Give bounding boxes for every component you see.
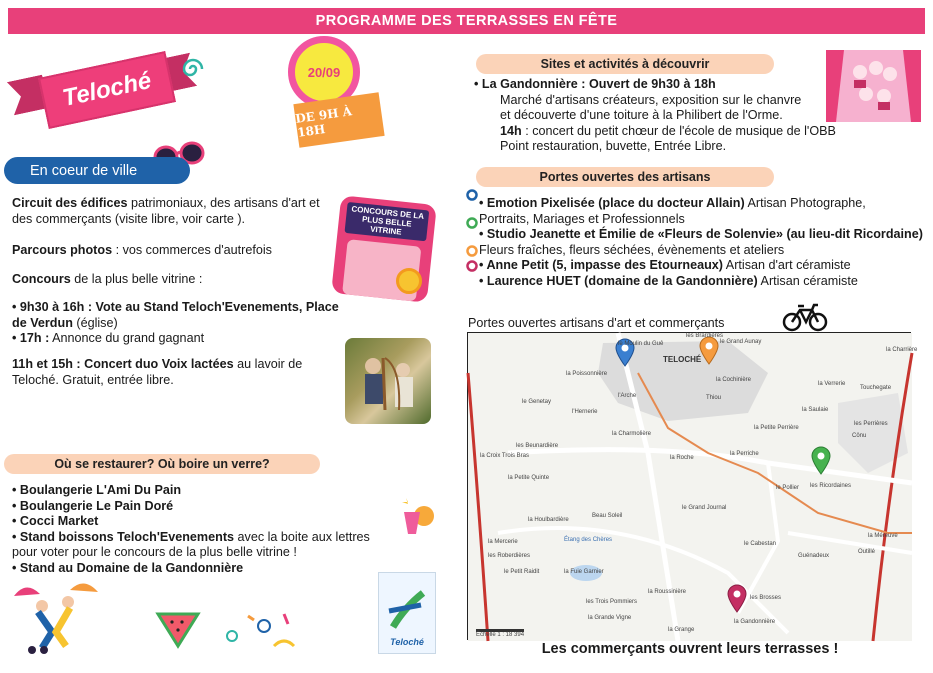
- artisan-name: • Emotion Pixelisée (place du docteur Allain): [479, 196, 745, 210]
- paragraph-photos: [12, 243, 342, 259]
- contest-badge: [331, 195, 437, 302]
- map-label: les Roberdières: [488, 553, 531, 559]
- map-label: la Verrerie: [818, 381, 846, 387]
- map-label-teloche: TELOCHÉ: [663, 355, 702, 364]
- eat-item: [12, 499, 372, 515]
- heading-restaurer: [4, 454, 320, 474]
- map-label: le Cabestan: [744, 541, 777, 547]
- paragraph-concert: [12, 357, 337, 388]
- map-label: la Poissonnière: [566, 371, 608, 377]
- heading-artisans: [476, 167, 774, 187]
- concours-text: de la plus belle vitrine :: [70, 272, 203, 286]
- map-label: les Brardières: [686, 333, 724, 339]
- sites-line: et découverte d'une toiture à la Philibert de l'Orme.: [500, 108, 783, 123]
- map-label: la Méreuve: [868, 533, 898, 539]
- artisan-desc: Artisan céramiste: [757, 273, 858, 288]
- artisan-name: • Anne Petit (5, impasse des Etourneaux): [479, 258, 723, 273]
- choir-illustration: [826, 50, 921, 122]
- watermelon-icon: [156, 608, 200, 648]
- map-label: le Grand Journal: [682, 505, 727, 511]
- eat-list: [12, 483, 372, 577]
- map-label: l'Hernerie: [572, 409, 598, 415]
- date-text: 20/09: [307, 64, 341, 80]
- paragraph-winner: [12, 331, 342, 347]
- area-map[interactable]: [467, 332, 918, 640]
- map-label: le Grand Aunay: [720, 339, 762, 345]
- paragraph-vote: [12, 300, 342, 331]
- paragraph-circuit: [12, 196, 342, 227]
- town-ribbon: [8, 48, 208, 138]
- map-label: la Petite Perrière: [754, 425, 799, 431]
- map-label: Outillé: [858, 549, 876, 555]
- map-label: Étang des Chères: [564, 537, 613, 543]
- map-label: la Charmolière: [612, 431, 652, 437]
- map-label: la Croix Trois Bras: [480, 453, 530, 459]
- artisan-desc: Artisan d'art céramiste: [723, 258, 851, 273]
- green-pin-icon: [468, 219, 477, 228]
- restaurer-text: Où se restaurer? Où boire un verre?: [54, 457, 270, 471]
- artisans-heading-text: Portes ouvertes des artisans: [539, 170, 711, 184]
- map-label: la Grange: [668, 627, 695, 633]
- artisan-name: • Laurence HUET (domaine de la Gandonnière): [479, 273, 758, 288]
- heading-text: En coeur de ville: [30, 162, 138, 179]
- sites-line: Point restauration, buvette, Entrée Libre.: [500, 139, 727, 154]
- swirl-icon: [180, 56, 206, 82]
- vote-bold: • 9h30 à 16h : Vote au Stand Teloch'Evenements, Place de Verdun: [12, 300, 339, 330]
- map-label: Guénadeux: [798, 553, 830, 559]
- sites-line: : concert du petit chœur de l'école de musique de l'OBB: [521, 123, 836, 138]
- eat-item-text: • Boulangerie Le Pain Doré: [12, 498, 174, 513]
- artisans-block: [479, 196, 925, 290]
- circuit-bold: Circuit des édifices: [12, 196, 128, 210]
- choir-icon: [826, 50, 921, 122]
- sites-line: Marché d'artisans créateurs, exposition sur le chanvre: [500, 92, 802, 107]
- circuit-text: patrimoniaux, des artisans d'art et des commerçants (visite libre, voir carte ).: [12, 196, 320, 226]
- map-label: Beau Soleil: [592, 513, 623, 519]
- map-label: la Perriche: [730, 451, 759, 457]
- town-name: Teloché: [60, 66, 154, 113]
- stand-bold: • Stand boissons Teloch'Evenements: [12, 529, 235, 544]
- top-banner: [8, 8, 925, 34]
- map-label: Touchegate: [860, 385, 892, 391]
- bicycle-icon: [782, 302, 828, 332]
- map-label: Cônu: [852, 433, 867, 439]
- photos-text: : vos commerces d'autrefois: [112, 243, 272, 257]
- concert-bold: 11h et 15h : Concert duo Voix lactées: [12, 357, 234, 371]
- map-label: la Roussinière: [648, 589, 687, 595]
- blue-pin-icon: [468, 191, 477, 200]
- confetti-icon: [224, 606, 304, 656]
- banner-title: PROGRAMME DES TERRASSES EN FÊTE: [315, 13, 618, 29]
- map-label: les Ricordaines: [810, 483, 852, 489]
- paragraph-concours: [12, 272, 342, 288]
- red-pin-icon: [468, 262, 477, 271]
- map-label: la Houlbardière: [528, 517, 569, 523]
- winner-text: Annonce du grand gagnant: [49, 331, 205, 345]
- artisan-desc: Portraits, Mariages et Professionnels: [479, 211, 685, 226]
- map-label: la Cochinière: [716, 377, 752, 383]
- map-label: la Roche: [670, 455, 694, 461]
- map-pin-orange-icon[interactable]: [698, 335, 720, 365]
- sites-block: [474, 77, 836, 155]
- dancers-illustration: [12, 576, 98, 656]
- concert-time: 14h: [500, 123, 522, 138]
- concert-text: au lavoir de Teloché. Gratuit, entrée libre.: [12, 357, 303, 387]
- orange-pin-icon: [468, 247, 477, 256]
- map-label: le Genetay: [522, 399, 552, 405]
- heading-sites: [476, 54, 774, 74]
- photos-bold: Parcours photos: [12, 243, 113, 257]
- map-caption: Portes ouvertes artisans d'art et commerçants: [468, 316, 725, 330]
- bottom-caption: Les commerçants ouvrent leurs terrasses !: [541, 641, 839, 657]
- map-label: la Grande Vigne: [588, 615, 632, 621]
- teloche-logo: [378, 572, 436, 654]
- eat-item: [12, 483, 372, 499]
- cocktail-icon: [398, 494, 438, 542]
- eat-item-text: • Stand au Domaine de la Gandonnière: [12, 560, 244, 575]
- artisan-name: • Studio Jeanette et Émilie de «Fleurs de Solenvie» (au lieu-dit Ricordaine): [479, 227, 923, 242]
- map-label: les Trois Pommiers: [586, 599, 638, 605]
- map-scale: Échelle 1 : 18 394: [476, 632, 525, 638]
- map-label: la Charrière: [886, 347, 918, 353]
- artisan-desc: Fleurs fraîches, fleurs séchées, évènements et ateliers: [479, 242, 785, 257]
- map-label: l'Arche: [618, 393, 637, 399]
- concert-photo: [345, 338, 431, 424]
- map-label: la Mercerie: [488, 539, 518, 545]
- eat-item-text: • Cocci Market: [12, 514, 99, 529]
- logo-mark-icon: [385, 587, 429, 637]
- artisan-desc: Artisan Photographe,: [744, 196, 866, 210]
- contest-title: CONCOURS DE LA PLUS BELLE VITRINE: [344, 202, 429, 241]
- eat-item: [12, 530, 372, 561]
- eat-item: [12, 514, 372, 530]
- heading-coeur-de-ville: [4, 157, 190, 184]
- map-label: la Gandonnière: [734, 619, 776, 625]
- hours-text: DE 9H À 18H: [294, 104, 353, 140]
- ribbon-label: [38, 51, 176, 129]
- map-label: les Brosses: [750, 595, 782, 601]
- eat-item: [12, 561, 372, 577]
- eat-item-text: • Boulangerie L'Ami Du Pain: [12, 483, 182, 497]
- map-label: la Saulaie: [802, 407, 829, 413]
- sites-heading-text: Sites et activités à découvrir: [540, 57, 710, 71]
- map-label: le Moulin du Guê: [618, 341, 664, 347]
- medal-icon: [396, 268, 422, 294]
- map-pin-red-icon[interactable]: [726, 583, 748, 613]
- concours-bold: Concours: [12, 272, 71, 286]
- logo-text: Teloché: [390, 637, 424, 647]
- winner-bold: • 17h :: [12, 331, 50, 345]
- artisan-pin-markers: [466, 188, 480, 278]
- map-label: les Perrières: [854, 421, 888, 427]
- map-label: la Fuie Garnier: [564, 569, 604, 575]
- map-label: le Petit Raidit: [504, 569, 540, 575]
- map-pin-green-icon[interactable]: [810, 445, 832, 475]
- map-label: les Beunardière: [516, 443, 559, 449]
- gandonniere-title: • La Gandonnière : Ouvert de 9h30 à 18h: [474, 77, 716, 91]
- harp-illustration: [345, 338, 431, 424]
- vote-text: (église): [72, 315, 118, 330]
- map-label: le Pollier: [776, 485, 800, 491]
- stand-text: avec la boite aux lettres pour voter pour le concours de la plus belle vitrine !: [12, 529, 370, 560]
- map-label: Thiou: [706, 395, 722, 401]
- map-label: la Petite Quinte: [508, 475, 550, 481]
